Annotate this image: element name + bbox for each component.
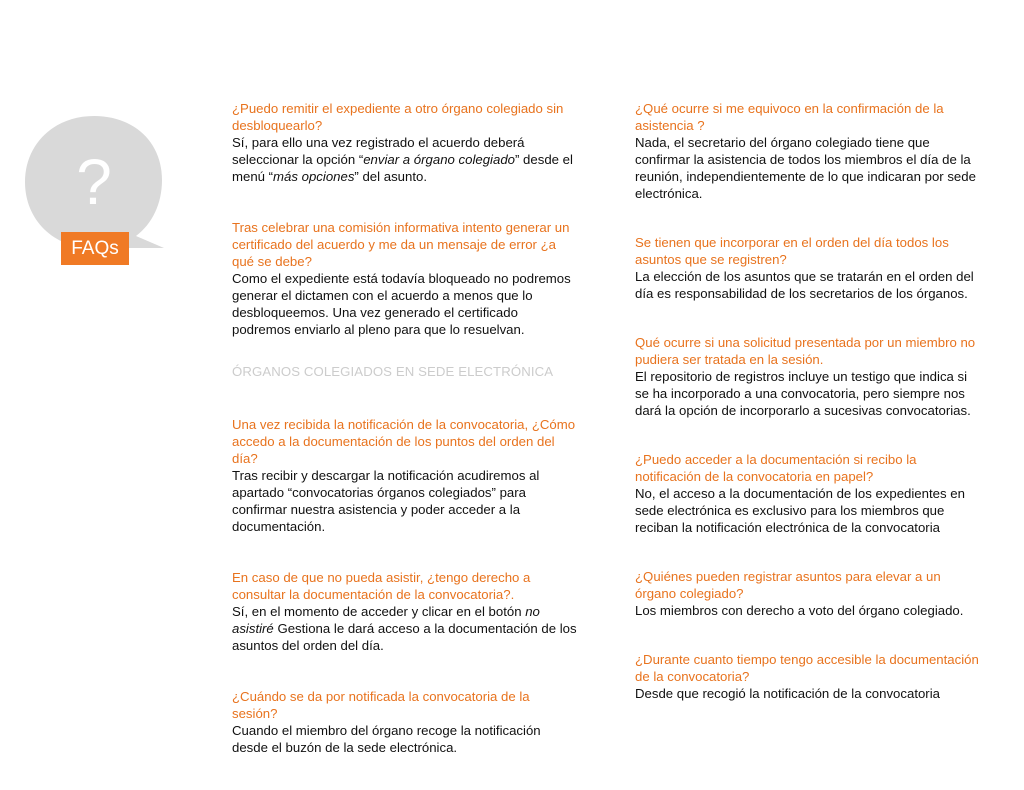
faq-question: ¿Qué ocurre si me equivoco en la confirmación de la asistencia ? (635, 101, 944, 133)
faq-question: ¿Quiénes pueden registrar asuntos para elevar a un órgano colegiado? (635, 569, 941, 601)
faq-answer: Desde que recogió la notificación de la convocatoria (635, 686, 940, 701)
faq-answer: Sí, para ello una vez registrado el acuerdo deberá seleccionar la opción “enviar a órgano colegiado” desde el menú “más opciones” del asunto. (232, 135, 573, 184)
faq-question: ¿Puedo acceder a la documentación si recibo la notificación de la convocatoria en papel? (635, 452, 917, 484)
faqs-badge: FAQs (61, 232, 129, 265)
faq-question: Qué ocurre si una solicitud presentada por un miembro no pudiera ser tratada en la sesión. (635, 335, 976, 367)
faq-item (635, 234, 980, 302)
faq-question: Se tienen que incorporar en el orden del día todos los asuntos que se registren? (635, 235, 949, 267)
faq-question: ¿Cuándo se da por notificada la convocatoria de la sesión? (232, 689, 530, 721)
faq-bubble-icon (22, 112, 167, 250)
faq-answer: No, el acceso a la documentación de los expedientes en sede electrónica es exclusivo para los miembros que reciban la notificación electrónica de la convocatoria (635, 486, 965, 535)
faq-item (635, 100, 980, 202)
faq-item (232, 416, 577, 535)
faq-answer: El repositorio de registros incluye un testigo que indica si se ha incorporado a una convocatoria, pero siempre nos dará la opción de incorporarlo a sucesivas convocatorias. (635, 369, 971, 418)
faq-question: ¿Durante cuanto tiempo tengo accesible la documentación de la convocatoria? (635, 652, 979, 684)
faq-question: ¿Puedo remitir el expediente a otro órgano colegiado sin desbloquearlo? (232, 101, 564, 133)
faq-item (635, 334, 980, 419)
faq-item (232, 219, 577, 338)
question-mark-icon: ? (76, 146, 112, 218)
faq-answer: Sí, en el momento de acceder y clicar en el botón no asistiré Gestiona le dará acceso a la documentación de los asuntos del orden del día. (232, 604, 577, 653)
faq-question: Tras celebrar una comisión informativa intento generar un certificado del acuerdo y me da un mensaje de error ¿a qué se debe? (232, 220, 570, 269)
faq-item (635, 651, 980, 702)
faq-item (232, 688, 577, 756)
faq-item (635, 451, 980, 536)
faq-question: Una vez recibida la notificación de la convocatoria, ¿Cómo accedo a la documentación de los puntos del orden del día? (232, 417, 576, 466)
faq-question: En caso de que no pueda asistir, ¿tengo derecho a consultar la documentación de la convocatoria?. (232, 570, 531, 602)
left-column (232, 100, 577, 790)
faq-item (635, 568, 980, 619)
faq-answer: La elección de los asuntos que se tratarán en el orden del día es responsabilidad de los secretarios de los órganos. (635, 269, 974, 301)
faq-item (232, 569, 577, 654)
right-column (635, 100, 980, 734)
faq-answer: Nada, el secretario del órgano colegiado tiene que confirmar la asistencia de todos los miembros el día de la reunión, independientemente de lo que indicaran por sede electrónica. (635, 135, 976, 201)
faq-answer: Los miembros con derecho a voto del órgano colegiado. (635, 603, 964, 618)
faq-answer: Cuando el miembro del órgano recoge la notificación desde el buzón de la sede electrónica. (232, 723, 541, 755)
faq-answer: Tras recibir y descargar la notificación acudiremos al apartado “convocatorias órganos colegiados” para confirmar nuestra asistencia y poder acceder a la documentación. (232, 468, 540, 534)
section-heading: ÓRGANOS COLEGIADOS EN SEDE ELECTRÓNICA (232, 364, 554, 379)
faq-item (232, 100, 577, 185)
faq-answer: Como el expediente está todavía bloqueado no podremos generar el dictamen con el acuerdo a menos que lo desbloqueemos. Una vez generado el certificado podremos enviarlo al pleno para que lo resuelvan. (232, 271, 571, 337)
